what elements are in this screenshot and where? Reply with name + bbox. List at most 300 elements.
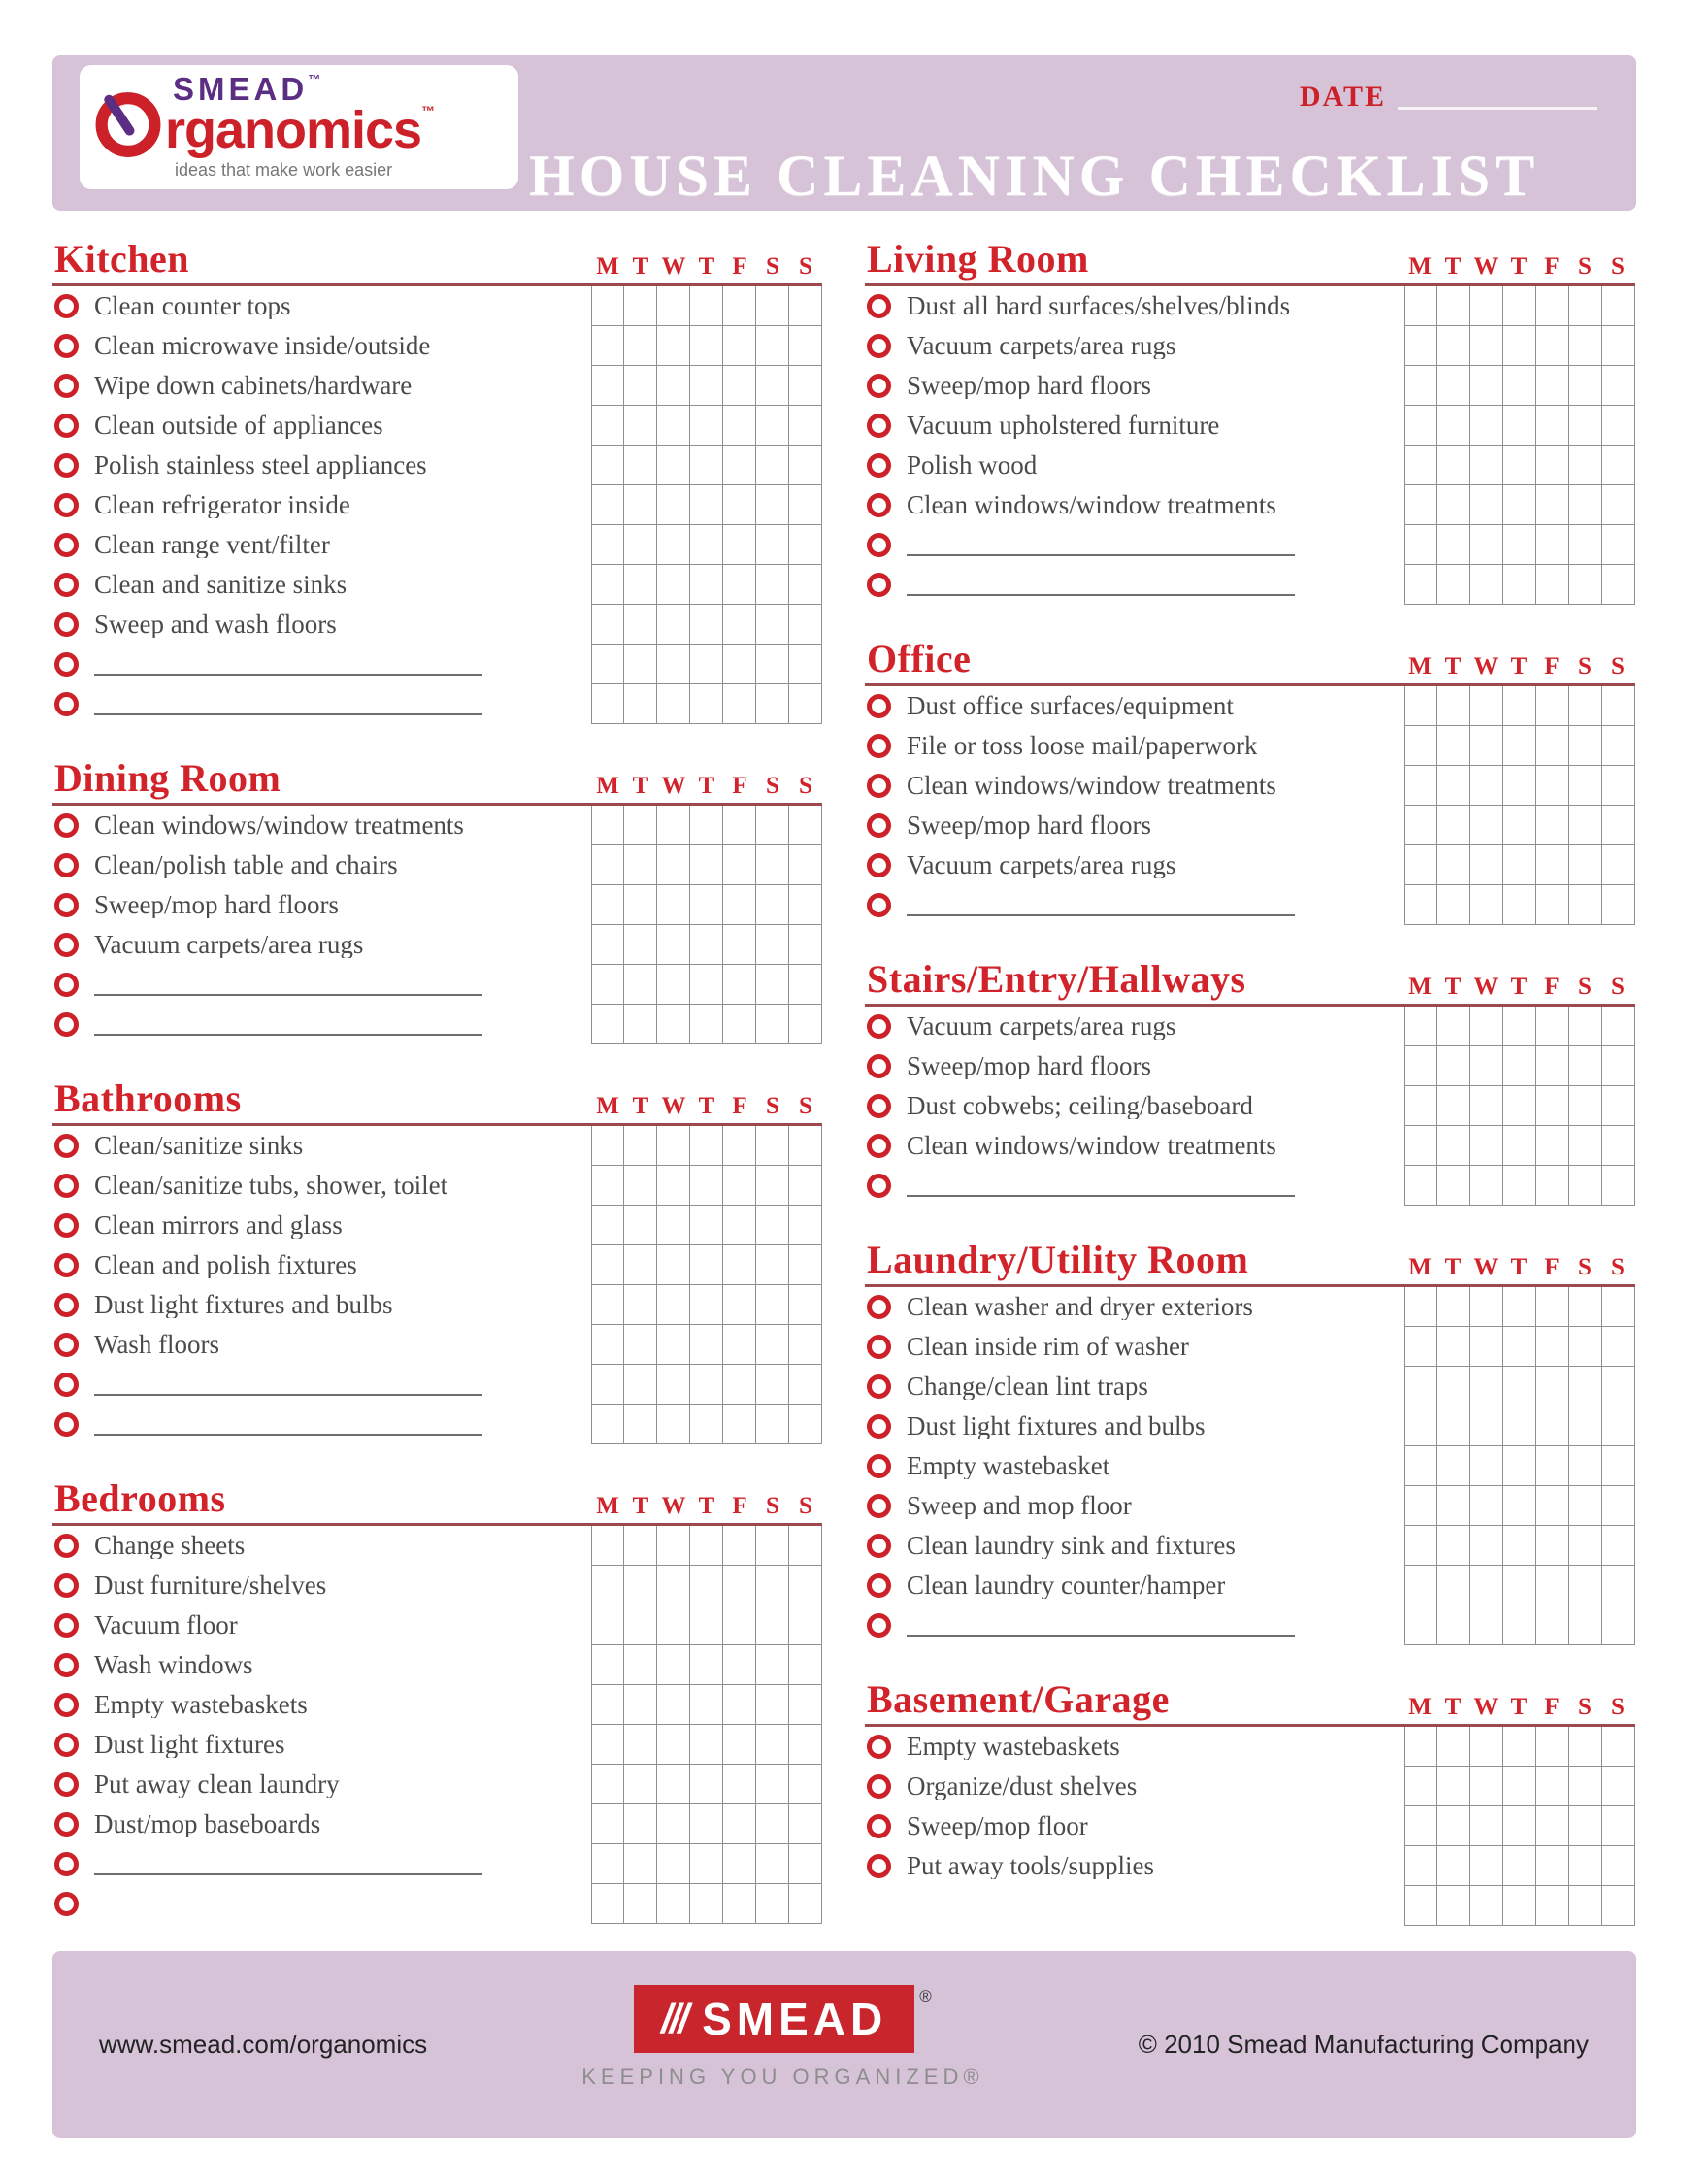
day-checkbox-cell[interactable]: [690, 1405, 723, 1444]
day-checkbox-cell[interactable]: [1470, 1367, 1503, 1406]
day-checkbox-cell[interactable]: [1470, 1486, 1503, 1526]
item-bullet-icon[interactable]: [54, 612, 79, 637]
day-checkbox-cell[interactable]: [690, 1685, 723, 1725]
day-checkbox-cell[interactable]: [756, 1765, 789, 1804]
day-checkbox-cell[interactable]: [1503, 766, 1536, 806]
item-bullet-icon[interactable]: [867, 694, 891, 718]
item-bullet-icon[interactable]: [54, 1213, 79, 1238]
item-bullet-icon[interactable]: [54, 414, 79, 438]
day-checkbox-cell[interactable]: [1404, 1846, 1437, 1886]
day-checkbox-cell[interactable]: [789, 885, 822, 925]
day-checkbox-cell[interactable]: [690, 565, 723, 605]
write-in-line[interactable]: [94, 994, 482, 996]
day-checkbox-cell[interactable]: [1437, 1126, 1470, 1166]
item-bullet-icon[interactable]: [54, 1373, 79, 1397]
day-checkbox-cell[interactable]: [624, 684, 657, 724]
day-checkbox-cell[interactable]: [624, 446, 657, 485]
day-checkbox-cell[interactable]: [1602, 1086, 1635, 1126]
day-checkbox-cell[interactable]: [756, 1005, 789, 1044]
day-checkbox-cell[interactable]: [1437, 286, 1470, 326]
day-checkbox-cell[interactable]: [690, 1804, 723, 1844]
day-checkbox-cell[interactable]: [624, 1166, 657, 1206]
item-bullet-icon[interactable]: [867, 453, 891, 478]
day-checkbox-cell[interactable]: [1470, 1806, 1503, 1846]
day-checkbox-cell[interactable]: [1602, 525, 1635, 565]
item-bullet-icon[interactable]: [867, 1854, 891, 1878]
day-checkbox-cell[interactable]: [723, 1285, 756, 1325]
day-checkbox-cell[interactable]: [1470, 485, 1503, 525]
day-checkbox-cell[interactable]: [1404, 1566, 1437, 1605]
day-checkbox-cell[interactable]: [1503, 845, 1536, 885]
day-checkbox-cell[interactable]: [723, 845, 756, 885]
day-checkbox-cell[interactable]: [1536, 845, 1569, 885]
day-checkbox-cell[interactable]: [1602, 406, 1635, 446]
day-checkbox-cell[interactable]: [657, 1884, 690, 1924]
day-checkbox-cell[interactable]: [624, 1526, 657, 1566]
day-checkbox-cell[interactable]: [657, 406, 690, 446]
day-checkbox-cell[interactable]: [690, 446, 723, 485]
day-checkbox-cell[interactable]: [1536, 1327, 1569, 1367]
day-checkbox-cell[interactable]: [756, 1844, 789, 1884]
day-checkbox-cell[interactable]: [1503, 806, 1536, 845]
item-bullet-icon[interactable]: [867, 1494, 891, 1518]
day-checkbox-cell[interactable]: [756, 1325, 789, 1365]
day-checkbox-cell[interactable]: [1404, 1086, 1437, 1126]
write-in-line[interactable]: [907, 1635, 1295, 1637]
item-bullet-icon[interactable]: [867, 734, 891, 758]
day-checkbox-cell[interactable]: [1437, 1486, 1470, 1526]
item-bullet-icon[interactable]: [867, 1094, 891, 1118]
day-checkbox-cell[interactable]: [1470, 766, 1503, 806]
day-checkbox-cell[interactable]: [756, 1645, 789, 1685]
day-checkbox-cell[interactable]: [789, 1245, 822, 1285]
day-checkbox-cell[interactable]: [756, 485, 789, 525]
day-checkbox-cell[interactable]: [591, 1206, 624, 1245]
day-checkbox-cell[interactable]: [1602, 1886, 1635, 1926]
day-checkbox-cell[interactable]: [657, 1245, 690, 1285]
day-checkbox-cell[interactable]: [624, 965, 657, 1005]
item-bullet-icon[interactable]: [867, 1534, 891, 1558]
day-checkbox-cell[interactable]: [690, 1605, 723, 1645]
day-checkbox-cell[interactable]: [1602, 1767, 1635, 1806]
item-bullet-icon[interactable]: [54, 1812, 79, 1837]
day-checkbox-cell[interactable]: [1437, 1086, 1470, 1126]
day-checkbox-cell[interactable]: [591, 1765, 624, 1804]
day-checkbox-cell[interactable]: [1470, 1566, 1503, 1605]
day-checkbox-cell[interactable]: [789, 1405, 822, 1444]
day-checkbox-cell[interactable]: [1536, 686, 1569, 726]
day-checkbox-cell[interactable]: [1437, 1806, 1470, 1846]
day-checkbox-cell[interactable]: [756, 885, 789, 925]
day-checkbox-cell[interactable]: [756, 406, 789, 446]
day-checkbox-cell[interactable]: [624, 1365, 657, 1405]
day-checkbox-cell[interactable]: [1437, 1526, 1470, 1566]
write-in-line[interactable]: [94, 1873, 482, 1875]
day-checkbox-cell[interactable]: [723, 485, 756, 525]
day-checkbox-cell[interactable]: [1569, 1046, 1602, 1086]
day-checkbox-cell[interactable]: [690, 366, 723, 406]
day-checkbox-cell[interactable]: [723, 1884, 756, 1924]
day-checkbox-cell[interactable]: [1536, 1767, 1569, 1806]
day-checkbox-cell[interactable]: [789, 525, 822, 565]
item-bullet-icon[interactable]: [867, 1735, 891, 1759]
day-checkbox-cell[interactable]: [723, 1245, 756, 1285]
day-checkbox-cell[interactable]: [723, 1844, 756, 1884]
day-checkbox-cell[interactable]: [723, 1685, 756, 1725]
day-checkbox-cell[interactable]: [657, 806, 690, 845]
day-checkbox-cell[interactable]: [591, 925, 624, 965]
day-checkbox-cell[interactable]: [690, 286, 723, 326]
day-checkbox-cell[interactable]: [624, 1005, 657, 1044]
item-bullet-icon[interactable]: [867, 1374, 891, 1399]
day-checkbox-cell[interactable]: [1437, 726, 1470, 766]
day-checkbox-cell[interactable]: [1536, 1166, 1569, 1206]
day-checkbox-cell[interactable]: [1602, 686, 1635, 726]
day-checkbox-cell[interactable]: [1470, 1166, 1503, 1206]
day-checkbox-cell[interactable]: [1503, 1846, 1536, 1886]
day-checkbox-cell[interactable]: [591, 1526, 624, 1566]
day-checkbox-cell[interactable]: [690, 965, 723, 1005]
day-checkbox-cell[interactable]: [1536, 1367, 1569, 1406]
day-checkbox-cell[interactable]: [591, 1245, 624, 1285]
day-checkbox-cell[interactable]: [1536, 366, 1569, 406]
day-checkbox-cell[interactable]: [1503, 1886, 1536, 1926]
day-checkbox-cell[interactable]: [789, 446, 822, 485]
day-checkbox-cell[interactable]: [1503, 1166, 1536, 1206]
day-checkbox-cell[interactable]: [657, 1126, 690, 1166]
item-bullet-icon[interactable]: [867, 1414, 891, 1439]
day-checkbox-cell[interactable]: [657, 1325, 690, 1365]
day-checkbox-cell[interactable]: [756, 1126, 789, 1166]
day-checkbox-cell[interactable]: [723, 525, 756, 565]
day-checkbox-cell[interactable]: [1602, 1406, 1635, 1446]
day-checkbox-cell[interactable]: [789, 366, 822, 406]
day-checkbox-cell[interactable]: [1437, 1446, 1470, 1486]
day-checkbox-cell[interactable]: [1536, 1846, 1569, 1886]
day-checkbox-cell[interactable]: [591, 1605, 624, 1645]
day-checkbox-cell[interactable]: [624, 1325, 657, 1365]
day-checkbox-cell[interactable]: [1569, 1605, 1602, 1645]
item-bullet-icon[interactable]: [54, 1174, 79, 1198]
day-checkbox-cell[interactable]: [591, 525, 624, 565]
day-checkbox-cell[interactable]: [1404, 766, 1437, 806]
day-checkbox-cell[interactable]: [1536, 885, 1569, 925]
day-checkbox-cell[interactable]: [657, 925, 690, 965]
day-checkbox-cell[interactable]: [690, 326, 723, 366]
day-checkbox-cell[interactable]: [756, 845, 789, 885]
day-checkbox-cell[interactable]: [1470, 406, 1503, 446]
day-checkbox-cell[interactable]: [657, 565, 690, 605]
item-bullet-icon[interactable]: [54, 1772, 79, 1797]
day-checkbox-cell[interactable]: [657, 1804, 690, 1844]
write-in-line[interactable]: [94, 1434, 482, 1436]
day-checkbox-cell[interactable]: [1536, 1727, 1569, 1767]
day-checkbox-cell[interactable]: [1536, 1486, 1569, 1526]
day-checkbox-cell[interactable]: [657, 446, 690, 485]
day-checkbox-cell[interactable]: [756, 1804, 789, 1844]
day-checkbox-cell[interactable]: [624, 1645, 657, 1685]
day-checkbox-cell[interactable]: [690, 645, 723, 684]
day-checkbox-cell[interactable]: [1437, 1727, 1470, 1767]
item-bullet-icon[interactable]: [54, 1613, 79, 1638]
day-checkbox-cell[interactable]: [657, 485, 690, 525]
day-checkbox-cell[interactable]: [1437, 485, 1470, 525]
day-checkbox-cell[interactable]: [657, 885, 690, 925]
item-bullet-icon[interactable]: [54, 1573, 79, 1598]
day-checkbox-cell[interactable]: [624, 925, 657, 965]
day-checkbox-cell[interactable]: [624, 1206, 657, 1245]
day-checkbox-cell[interactable]: [1470, 1886, 1503, 1926]
day-checkbox-cell[interactable]: [690, 1325, 723, 1365]
day-checkbox-cell[interactable]: [789, 1285, 822, 1325]
item-bullet-icon[interactable]: [867, 1335, 891, 1359]
item-bullet-icon[interactable]: [867, 813, 891, 838]
item-bullet-icon[interactable]: [54, 1534, 79, 1558]
day-checkbox-cell[interactable]: [591, 1005, 624, 1044]
day-checkbox-cell[interactable]: [1404, 1327, 1437, 1367]
item-bullet-icon[interactable]: [54, 573, 79, 597]
day-checkbox-cell[interactable]: [1503, 286, 1536, 326]
day-checkbox-cell[interactable]: [1437, 686, 1470, 726]
day-checkbox-cell[interactable]: [624, 1566, 657, 1605]
day-checkbox-cell[interactable]: [1602, 1486, 1635, 1526]
day-checkbox-cell[interactable]: [690, 806, 723, 845]
item-bullet-icon[interactable]: [54, 1733, 79, 1757]
day-checkbox-cell[interactable]: [723, 1005, 756, 1044]
day-checkbox-cell[interactable]: [657, 1645, 690, 1685]
day-checkbox-cell[interactable]: [1569, 1367, 1602, 1406]
day-checkbox-cell[interactable]: [1536, 525, 1569, 565]
day-checkbox-cell[interactable]: [1470, 366, 1503, 406]
day-checkbox-cell[interactable]: [690, 406, 723, 446]
day-checkbox-cell[interactable]: [1536, 1806, 1569, 1846]
day-checkbox-cell[interactable]: [690, 1566, 723, 1605]
day-checkbox-cell[interactable]: [1470, 1086, 1503, 1126]
day-checkbox-cell[interactable]: [657, 1526, 690, 1566]
day-checkbox-cell[interactable]: [1404, 1605, 1437, 1645]
day-checkbox-cell[interactable]: [1569, 1486, 1602, 1526]
item-bullet-icon[interactable]: [54, 1892, 79, 1916]
write-in-line[interactable]: [94, 1034, 482, 1036]
day-checkbox-cell[interactable]: [657, 1405, 690, 1444]
day-checkbox-cell[interactable]: [1602, 326, 1635, 366]
day-checkbox-cell[interactable]: [1569, 1086, 1602, 1126]
day-checkbox-cell[interactable]: [1602, 1846, 1635, 1886]
day-checkbox-cell[interactable]: [789, 1566, 822, 1605]
day-checkbox-cell[interactable]: [624, 326, 657, 366]
day-checkbox-cell[interactable]: [1437, 1566, 1470, 1605]
day-checkbox-cell[interactable]: [591, 1166, 624, 1206]
day-checkbox-cell[interactable]: [723, 1605, 756, 1645]
day-checkbox-cell[interactable]: [1602, 1806, 1635, 1846]
day-checkbox-cell[interactable]: [1437, 1846, 1470, 1886]
day-checkbox-cell[interactable]: [756, 1685, 789, 1725]
day-checkbox-cell[interactable]: [624, 806, 657, 845]
day-checkbox-cell[interactable]: [1536, 1526, 1569, 1566]
day-checkbox-cell[interactable]: [1602, 1367, 1635, 1406]
day-checkbox-cell[interactable]: [723, 406, 756, 446]
day-checkbox-cell[interactable]: [624, 1126, 657, 1166]
day-checkbox-cell[interactable]: [1536, 1886, 1569, 1926]
day-checkbox-cell[interactable]: [723, 326, 756, 366]
day-checkbox-cell[interactable]: [1503, 485, 1536, 525]
day-checkbox-cell[interactable]: [1437, 446, 1470, 485]
day-checkbox-cell[interactable]: [1602, 726, 1635, 766]
item-bullet-icon[interactable]: [54, 453, 79, 478]
day-checkbox-cell[interactable]: [1536, 726, 1569, 766]
item-bullet-icon[interactable]: [867, 774, 891, 798]
day-checkbox-cell[interactable]: [591, 1285, 624, 1325]
day-checkbox-cell[interactable]: [1602, 1126, 1635, 1166]
day-checkbox-cell[interactable]: [657, 965, 690, 1005]
day-checkbox-cell[interactable]: [723, 1566, 756, 1605]
item-bullet-icon[interactable]: [54, 1412, 79, 1437]
item-bullet-icon[interactable]: [867, 1814, 891, 1838]
day-checkbox-cell[interactable]: [1536, 406, 1569, 446]
item-bullet-icon[interactable]: [54, 973, 79, 997]
day-checkbox-cell[interactable]: [1569, 1846, 1602, 1886]
day-checkbox-cell[interactable]: [1602, 1526, 1635, 1566]
day-checkbox-cell[interactable]: [624, 366, 657, 406]
day-checkbox-cell[interactable]: [1437, 766, 1470, 806]
item-bullet-icon[interactable]: [867, 1774, 891, 1799]
day-checkbox-cell[interactable]: [1569, 406, 1602, 446]
day-checkbox-cell[interactable]: [1503, 885, 1536, 925]
day-checkbox-cell[interactable]: [657, 1765, 690, 1804]
write-in-line[interactable]: [94, 1394, 482, 1396]
day-checkbox-cell[interactable]: [591, 1405, 624, 1444]
day-checkbox-cell[interactable]: [756, 1245, 789, 1285]
day-checkbox-cell[interactable]: [657, 1566, 690, 1605]
date-write-in-line[interactable]: [1398, 107, 1597, 110]
day-checkbox-cell[interactable]: [1569, 766, 1602, 806]
day-checkbox-cell[interactable]: [723, 1405, 756, 1444]
day-checkbox-cell[interactable]: [591, 806, 624, 845]
day-checkbox-cell[interactable]: [723, 366, 756, 406]
day-checkbox-cell[interactable]: [1470, 1406, 1503, 1446]
item-bullet-icon[interactable]: [54, 1852, 79, 1876]
day-checkbox-cell[interactable]: [1536, 1086, 1569, 1126]
day-checkbox-cell[interactable]: [1536, 1007, 1569, 1046]
day-checkbox-cell[interactable]: [1470, 806, 1503, 845]
day-checkbox-cell[interactable]: [690, 1245, 723, 1285]
day-checkbox-cell[interactable]: [1569, 1806, 1602, 1846]
day-checkbox-cell[interactable]: [624, 1245, 657, 1285]
day-checkbox-cell[interactable]: [723, 965, 756, 1005]
day-checkbox-cell[interactable]: [624, 1884, 657, 1924]
day-checkbox-cell[interactable]: [1536, 1287, 1569, 1327]
day-checkbox-cell[interactable]: [1437, 326, 1470, 366]
day-checkbox-cell[interactable]: [591, 326, 624, 366]
day-checkbox-cell[interactable]: [591, 1685, 624, 1725]
item-bullet-icon[interactable]: [867, 1454, 891, 1478]
day-checkbox-cell[interactable]: [690, 1526, 723, 1566]
day-checkbox-cell[interactable]: [1536, 1406, 1569, 1446]
day-checkbox-cell[interactable]: [690, 885, 723, 925]
day-checkbox-cell[interactable]: [657, 684, 690, 724]
day-checkbox-cell[interactable]: [1503, 1126, 1536, 1166]
day-checkbox-cell[interactable]: [1437, 1767, 1470, 1806]
day-checkbox-cell[interactable]: [591, 1325, 624, 1365]
day-checkbox-cell[interactable]: [1503, 1007, 1536, 1046]
item-bullet-icon[interactable]: [54, 1693, 79, 1717]
item-bullet-icon[interactable]: [54, 1293, 79, 1317]
day-checkbox-cell[interactable]: [1437, 806, 1470, 845]
day-checkbox-cell[interactable]: [1569, 565, 1602, 605]
day-checkbox-cell[interactable]: [1536, 766, 1569, 806]
day-checkbox-cell[interactable]: [789, 1685, 822, 1725]
day-checkbox-cell[interactable]: [1404, 1806, 1437, 1846]
day-checkbox-cell[interactable]: [624, 1765, 657, 1804]
day-checkbox-cell[interactable]: [690, 1765, 723, 1804]
item-bullet-icon[interactable]: [867, 414, 891, 438]
day-checkbox-cell[interactable]: [1569, 1126, 1602, 1166]
item-bullet-icon[interactable]: [867, 1054, 891, 1078]
day-checkbox-cell[interactable]: [756, 1884, 789, 1924]
item-bullet-icon[interactable]: [867, 374, 891, 398]
day-checkbox-cell[interactable]: [591, 605, 624, 645]
day-checkbox-cell[interactable]: [756, 1206, 789, 1245]
day-checkbox-cell[interactable]: [1404, 1046, 1437, 1086]
day-checkbox-cell[interactable]: [1569, 1526, 1602, 1566]
day-checkbox-cell[interactable]: [1503, 326, 1536, 366]
day-checkbox-cell[interactable]: [1569, 806, 1602, 845]
day-checkbox-cell[interactable]: [1503, 565, 1536, 605]
day-checkbox-cell[interactable]: [789, 645, 822, 684]
day-checkbox-cell[interactable]: [723, 1725, 756, 1765]
day-checkbox-cell[interactable]: [756, 565, 789, 605]
day-checkbox-cell[interactable]: [624, 565, 657, 605]
day-checkbox-cell[interactable]: [1404, 1526, 1437, 1566]
day-checkbox-cell[interactable]: [1569, 1566, 1602, 1605]
day-checkbox-cell[interactable]: [1404, 845, 1437, 885]
day-checkbox-cell[interactable]: [1470, 565, 1503, 605]
day-checkbox-cell[interactable]: [756, 446, 789, 485]
day-checkbox-cell[interactable]: [1437, 1046, 1470, 1086]
day-checkbox-cell[interactable]: [723, 565, 756, 605]
day-checkbox-cell[interactable]: [1503, 1486, 1536, 1526]
day-checkbox-cell[interactable]: [1404, 286, 1437, 326]
day-checkbox-cell[interactable]: [1437, 845, 1470, 885]
day-checkbox-cell[interactable]: [657, 366, 690, 406]
day-checkbox-cell[interactable]: [1569, 1327, 1602, 1367]
day-checkbox-cell[interactable]: [1404, 1406, 1437, 1446]
day-checkbox-cell[interactable]: [1602, 1007, 1635, 1046]
day-checkbox-cell[interactable]: [756, 806, 789, 845]
day-checkbox-cell[interactable]: [1404, 1166, 1437, 1206]
day-checkbox-cell[interactable]: [1470, 686, 1503, 726]
day-checkbox-cell[interactable]: [723, 1365, 756, 1405]
day-checkbox-cell[interactable]: [1536, 1566, 1569, 1605]
day-checkbox-cell[interactable]: [1470, 885, 1503, 925]
day-checkbox-cell[interactable]: [1470, 1767, 1503, 1806]
day-checkbox-cell[interactable]: [723, 1166, 756, 1206]
day-checkbox-cell[interactable]: [657, 1685, 690, 1725]
write-in-line[interactable]: [907, 554, 1295, 556]
item-bullet-icon[interactable]: [54, 893, 79, 917]
day-checkbox-cell[interactable]: [723, 286, 756, 326]
day-checkbox-cell[interactable]: [789, 485, 822, 525]
day-checkbox-cell[interactable]: [690, 1645, 723, 1685]
day-checkbox-cell[interactable]: [723, 806, 756, 845]
day-checkbox-cell[interactable]: [591, 684, 624, 724]
day-checkbox-cell[interactable]: [591, 885, 624, 925]
day-checkbox-cell[interactable]: [756, 286, 789, 326]
day-checkbox-cell[interactable]: [1404, 726, 1437, 766]
day-checkbox-cell[interactable]: [1503, 1086, 1536, 1126]
item-bullet-icon[interactable]: [867, 1573, 891, 1598]
day-checkbox-cell[interactable]: [1536, 1446, 1569, 1486]
